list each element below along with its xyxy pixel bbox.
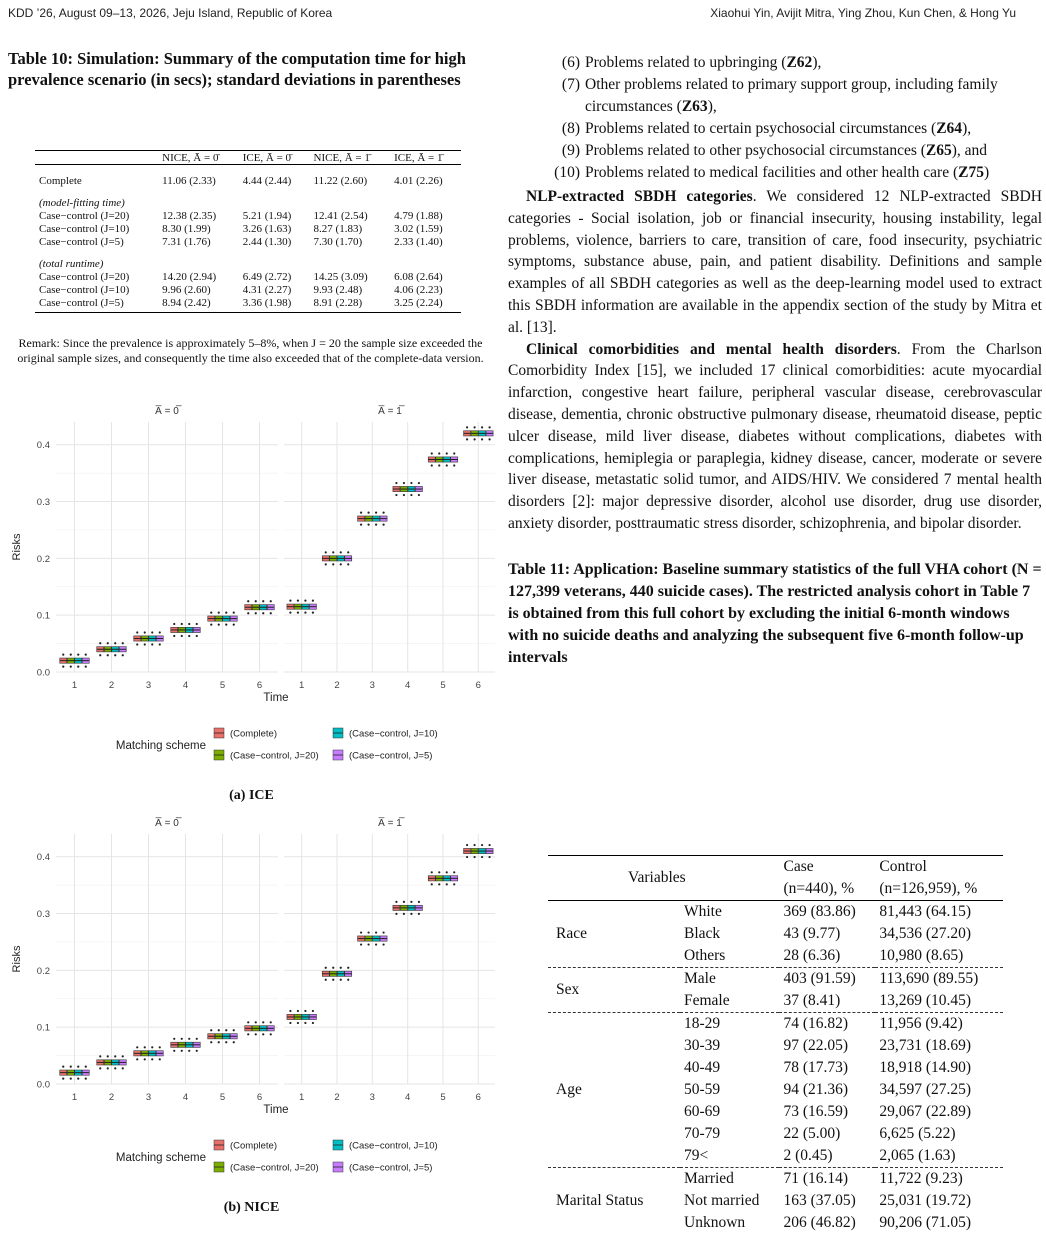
table-row: Marital Status Married 71 (16.14) 11,722 (9.23) [548, 1168, 1003, 1191]
outlier-point [114, 1055, 116, 1057]
outlier-point [347, 563, 349, 565]
outlier-point [360, 523, 362, 525]
outlier-point [446, 871, 448, 873]
outlier-point [304, 612, 306, 614]
outlier-point [99, 1055, 101, 1057]
outlier-point [481, 844, 483, 846]
outlier-point [382, 523, 384, 525]
x-tick-label: 2 [334, 1092, 340, 1103]
outlier-point [77, 666, 79, 668]
y-tick-label: 0.1 [36, 610, 50, 622]
outlier-point [332, 563, 334, 565]
outlier-point [99, 654, 101, 656]
outlier-point [210, 1029, 212, 1031]
outlier-point [410, 901, 412, 903]
outlier-point [473, 844, 475, 846]
outlier-point [473, 856, 475, 858]
outlier-point [77, 1066, 79, 1068]
outlier-point [62, 666, 64, 668]
outlier-point [107, 1067, 109, 1069]
figure-caption-nice: (b) NICE [223, 1200, 280, 1215]
outlier-point [99, 1067, 101, 1069]
outlier-point [481, 856, 483, 858]
outlier-point [225, 611, 227, 613]
outlier-point [233, 1029, 235, 1031]
outlier-point [255, 600, 257, 602]
outlier-point [360, 511, 362, 513]
outlier-point [375, 523, 377, 525]
table-row: Case−control (J=5) 8.94 (2.42) 3.36 (1.98) 8.91 (2.28) 3.25 (2.24) [39, 296, 443, 309]
outlier-point [188, 635, 190, 637]
outlier-point [159, 643, 161, 645]
outlier-point [395, 913, 397, 915]
outlier-point [289, 1010, 291, 1012]
outlier-point [107, 654, 109, 656]
outlier-point [225, 623, 227, 625]
outlier-point [473, 438, 475, 440]
outlier-point [181, 635, 183, 637]
outlier-point [332, 979, 334, 981]
panel-background [56, 834, 278, 1084]
x-axis-label: Time [263, 1104, 289, 1116]
outlier-point [70, 1078, 72, 1080]
y-axis-label: Risks [11, 533, 23, 561]
outlier-point [114, 654, 116, 656]
outlier-point [196, 623, 198, 625]
outlier-point [159, 1046, 161, 1048]
outlier-point [233, 1041, 235, 1043]
x-tick-label: 6 [256, 680, 263, 691]
outlier-point [151, 631, 153, 633]
outlier-point [196, 1038, 198, 1040]
table-row: 30-39 97 (22.05) 23,731 (18.69) [684, 1037, 972, 1054]
outlier-point [382, 943, 384, 945]
outlier-point [446, 452, 448, 454]
outlier-point [107, 642, 109, 644]
y-tick-label: 0.0 [36, 1079, 50, 1091]
panel-title: A̅ = 1̅ [378, 406, 402, 417]
outlier-point [312, 600, 314, 602]
table-row: (n=440), % (n=126,959), % [548, 878, 1003, 901]
table-row: Case−control (J=5) 7.31 (1.76) 2.44 (1.30) 7.30 (1.70) 2.33 (1.40) [39, 235, 443, 248]
outlier-point [297, 1010, 299, 1012]
outlier-point [136, 631, 138, 633]
outlier-point [375, 931, 377, 933]
table-row: 50-59 94 (21.36) 34,597 (27.25) [684, 1081, 972, 1098]
outlier-point [62, 1078, 64, 1080]
panel-background [56, 422, 278, 672]
x-tick-label: 2 [108, 680, 115, 691]
outlier-point [304, 1010, 306, 1012]
x-tick-label: 1 [299, 1092, 305, 1103]
y-tick-label: 0.4 [36, 852, 50, 864]
outlier-point [347, 979, 349, 981]
outlier-point [403, 901, 405, 903]
outlier-point [218, 1041, 220, 1043]
y-tick-label: 0.2 [36, 553, 50, 565]
outlier-point [247, 1033, 249, 1035]
list-item: (8) Problems related to certain psychosocial circumstances (Z64), [561, 120, 972, 137]
legend-title: Matching scheme [115, 1152, 206, 1164]
outlier-point [188, 1050, 190, 1052]
outlier-point [262, 1021, 264, 1023]
outlier-point [122, 654, 124, 656]
outlier-point [367, 943, 369, 945]
outlier-point [262, 612, 264, 614]
legend-title: Matching scheme [115, 740, 206, 752]
outlier-point [181, 623, 183, 625]
legend-label: (Case−control, J=10) [349, 728, 438, 740]
figure-caption-ice: (a) ICE [229, 788, 274, 803]
outlier-point [325, 967, 327, 969]
x-tick-label: 1 [71, 1092, 78, 1103]
outlier-point [340, 551, 342, 553]
y-tick-label: 0.0 [36, 667, 50, 679]
outlier-point [431, 464, 433, 466]
outlier-point [488, 844, 490, 846]
panel-background [284, 422, 495, 672]
table-row: 79< 2 (0.45) 2,065 (1.63) [684, 1147, 956, 1164]
outlier-point [122, 1055, 124, 1057]
y-tick-label: 0.1 [36, 1022, 50, 1034]
x-tick-label: 6 [475, 1092, 481, 1103]
outlier-point [332, 551, 334, 553]
outlier-point [114, 1067, 116, 1069]
outlier-point [438, 871, 440, 873]
table-row: Age 18-29 74 (16.82) 11,956 (9.42) [548, 1013, 1003, 1036]
outlier-point [188, 623, 190, 625]
outlier-point [466, 438, 468, 440]
x-tick-label: 4 [405, 680, 411, 691]
legend-label: (Complete) [230, 728, 277, 740]
outlier-point [488, 426, 490, 428]
panel-background [284, 834, 495, 1084]
outlier-point [151, 643, 153, 645]
outlier-point [403, 482, 405, 484]
y-tick-label: 0.3 [36, 497, 50, 509]
table-row: Case−control (J=20) 12.38 (2.35) 5.21 (1.94) 12.41 (2.54) 4.79 (1.88) [39, 209, 443, 222]
outlier-point [196, 1050, 198, 1052]
outlier-point [210, 623, 212, 625]
outlier-point [270, 1021, 272, 1023]
table10-remark: Remark: Since the prevalence is approximately 5–8%, when J = 20 the sample size exceeded the original sample sizes, and consequently the time also exceeded that of the complete-data version. [17, 336, 484, 365]
outlier-point [233, 623, 235, 625]
outlier-point [173, 1050, 175, 1052]
outlier-point [297, 600, 299, 602]
outlier-point [312, 1010, 314, 1012]
table-row: 70-79 22 (5.00) 6,625 (5.22) [684, 1125, 956, 1142]
outlier-point [218, 611, 220, 613]
outlier-point [85, 1066, 87, 1068]
outlier-point [173, 1038, 175, 1040]
outlier-point [466, 844, 468, 846]
outlier-point [77, 654, 79, 656]
x-tick-label: 4 [182, 1092, 189, 1103]
table-row: Case−control (J=10) 8.30 (1.99) 3.26 (1.63) 8.27 (1.83) 3.02 (1.59) [39, 222, 443, 235]
outlier-point [270, 600, 272, 602]
figure-ice [8, 402, 495, 780]
outlier-point [297, 1022, 299, 1024]
outlier-point [181, 1050, 183, 1052]
outlier-point [173, 623, 175, 625]
table-row: Female 37 (8.41) 13,269 (10.45) [684, 992, 972, 1009]
outlier-point [144, 631, 146, 633]
sbdh-icd-list [508, 52, 1042, 184]
outlier-point [340, 967, 342, 969]
x-tick-label: 4 [405, 1092, 411, 1103]
x-tick-label: 3 [145, 680, 152, 691]
outlier-point [418, 494, 420, 496]
outlier-point [403, 913, 405, 915]
outlier-point [218, 1029, 220, 1031]
outlier-point [247, 1021, 249, 1023]
outlier-point [289, 600, 291, 602]
outlier-point [225, 1029, 227, 1031]
x-tick-label: 4 [182, 680, 189, 691]
outlier-point [325, 563, 327, 565]
outlier-point [488, 438, 490, 440]
outlier-point [255, 612, 257, 614]
table-row: Variables Case Control [548, 856, 1003, 879]
outlier-point [289, 612, 291, 614]
x-tick-label: 1 [71, 680, 78, 691]
outlier-point [255, 1021, 257, 1023]
outlier-point [99, 642, 101, 644]
paragraph-comorbidities: Clinical comorbidities and mental health disorders. From the Charlson Comorbidity Index [15], we included 17 clinical comorbidities: acute myocardial infarction, congestive heart failure, peripheral vascular disease, cerebrovascular disease, dementia, chronic obstructive pulmonary disease, rheumatoid disease, peptic ulcer disease, mild liver disease, diabetes without complications, diabetes with complications, hemiplegia or paraplegia, kidney disease, cancer, moderate or severe liver disease, metastatic solid tumor, and AIDS/HIV. We considered 7 mental health disorders [2]: major depressive disorder, alcohol use disorder, drug use disorder, anxiety disorder, posttraumatic stress disorder, schizophrenia, and bipolar disorder. [508, 340, 1042, 532]
x-tick-label: 5 [440, 1092, 446, 1103]
outlier-point [481, 438, 483, 440]
x-tick-label: 5 [219, 680, 226, 691]
outlier-point [107, 1055, 109, 1057]
outlier-point [233, 611, 235, 613]
outlier-point [438, 883, 440, 885]
outlier-point [453, 452, 455, 454]
outlier-point [114, 642, 116, 644]
table-row: 60-69 73 (16.59) 29,067 (22.89) [684, 1103, 972, 1120]
table-row: 40-49 78 (17.73) 18,918 (14.90) [684, 1059, 972, 1076]
outlier-point [151, 1058, 153, 1060]
running-header-left: KDD ’26, August 09–13, 2026, Jeju Island, Republic of Korea [8, 6, 333, 20]
table-row: Race White 369 (83.86) 81,443 (64.15) [556, 903, 972, 942]
outlier-point [488, 856, 490, 858]
outlier-point [262, 600, 264, 602]
legend-label: (Case−control, J=5) [349, 1162, 433, 1174]
outlier-point [395, 901, 397, 903]
y-axis-label: Risks [11, 945, 23, 973]
list-item: (6) Problems related to upbringing (Z62), [561, 54, 822, 71]
right-column [508, 52, 1042, 669]
outlier-point [453, 883, 455, 885]
outlier-point [70, 1066, 72, 1068]
running-header-right: Xiaohui Yin, Avijit Mitra, Ying Zhou, Kun Chen, & Hong Yu [710, 6, 1016, 20]
x-tick-label: 5 [440, 680, 446, 691]
outlier-point [70, 654, 72, 656]
panel-title: A̅ = 1̅ [378, 818, 402, 829]
outlier-point [438, 464, 440, 466]
outlier-point [410, 494, 412, 496]
outlier-point [297, 612, 299, 614]
outlier-point [446, 464, 448, 466]
outlier-point [453, 871, 455, 873]
outlier-point [85, 666, 87, 668]
outlier-point [62, 654, 64, 656]
legend-label: (Case−control, J=5) [349, 750, 433, 762]
table-row: (total runtime) [39, 257, 104, 270]
outlier-point [375, 943, 377, 945]
outlier-point [325, 979, 327, 981]
panel-title: A̅ = 0̅ [155, 818, 179, 829]
outlier-point [418, 482, 420, 484]
x-tick-label: 5 [219, 1092, 226, 1103]
table-row: Case−control (J=20) 14.20 (2.94) 6.49 (2.72) 14.25 (3.09) 6.08 (2.64) [39, 270, 443, 283]
legend-label: (Case−control, J=20) [230, 1162, 319, 1174]
outlier-point [340, 563, 342, 565]
table10-caption-block [8, 48, 493, 90]
x-tick-label: 6 [256, 1092, 263, 1103]
outlier-point [375, 511, 377, 513]
outlier-point [438, 452, 440, 454]
x-tick-label: 2 [334, 680, 340, 691]
outlier-point [304, 1022, 306, 1024]
x-tick-label: 3 [145, 1092, 152, 1103]
outlier-point [410, 913, 412, 915]
legend-label: (Case−control, J=20) [230, 750, 319, 762]
outlier-point [403, 494, 405, 496]
outlier-point [332, 967, 334, 969]
outlier-point [382, 511, 384, 513]
outlier-point [312, 1022, 314, 1024]
y-tick-label: 0.2 [36, 965, 50, 977]
outlier-point [395, 482, 397, 484]
table10-caption: Table 10: Simulation: Summary of the computation time for high prevalence scenario (in secs); standard deviations in parentheses [8, 49, 466, 89]
outlier-point [136, 1058, 138, 1060]
outlier-point [360, 943, 362, 945]
x-tick-label: 2 [108, 1092, 115, 1103]
outlier-point [151, 1046, 153, 1048]
outlier-point [367, 511, 369, 513]
outlier-point [325, 551, 327, 553]
outlier-point [85, 1078, 87, 1080]
outlier-point [255, 1033, 257, 1035]
outlier-point [473, 426, 475, 428]
outlier-point [431, 883, 433, 885]
outlier-point [247, 600, 249, 602]
table-row: Sex Male 403 (91.59) 113,690 (89.55) [548, 968, 1003, 991]
x-tick-label: 6 [475, 680, 481, 691]
y-tick-label: 0.3 [36, 909, 50, 921]
outlier-point [70, 666, 72, 668]
outlier-point [144, 1046, 146, 1048]
y-tick-label: 0.4 [36, 440, 50, 452]
outlier-point [159, 1058, 161, 1060]
outlier-point [188, 1038, 190, 1040]
outlier-point [289, 1022, 291, 1024]
table-row: NICE, Ā = 0̄ ICE, Ā = 0̄ NICE, Ā = 1̄ ICE, Ā = 1̄ [35, 151, 461, 165]
legend-label: (Case−control, J=10) [349, 1140, 438, 1152]
outlier-point [382, 931, 384, 933]
table-row: Complete 11.06 (2.33) 4.44 (2.44) 11.22 (2.60) 4.01 (2.26) [39, 174, 443, 187]
panel-title: A̅ = 0̅ [155, 406, 179, 417]
outlier-point [446, 883, 448, 885]
outlier-point [418, 901, 420, 903]
outlier-point [122, 1067, 124, 1069]
list-item: (10) Problems related to medical facilities and other health care (Z75) [554, 164, 990, 181]
legend-label: (Complete) [230, 1140, 277, 1152]
x-tick-label: 1 [299, 680, 305, 691]
outlier-point [210, 611, 212, 613]
table-row: Unknown 206 (46.82) 90,206 (71.05) [684, 1214, 972, 1231]
outlier-point [62, 1066, 64, 1068]
outlier-point [431, 871, 433, 873]
outlier-point [453, 464, 455, 466]
x-tick-label: 3 [369, 1092, 375, 1103]
table-row: Not married 163 (37.05) 25,031 (19.72) [684, 1192, 972, 1209]
outlier-point [159, 631, 161, 633]
outlier-point [481, 426, 483, 428]
list-item: (9) Problems related to other psychosocial circumstances (Z65), and [561, 142, 988, 159]
outlier-point [395, 494, 397, 496]
paragraph-nlp-sbdh: NLP-extracted SBDH categories. We considered 12 NLP-extracted SBDH categories - Social isolation, job or financial insecurity, housing instability, legal problems, violence, barriers to care, transition of care, food insecurity, psychiatric symptoms, substance abuse, pain, and patient disability. Definitions and sample examples of all SBDH categories as well as the deep-learning model used to extract this SBDH information are available in the appendix section of the study by Mitra et al. [13]. [508, 188, 1042, 336]
figure-nice [8, 814, 495, 1192]
table11-caption: Table 11: Application: Baseline summary statistics of the full VHA cohort (N = 127,399 veterans, 440 suicide cases). The restricted analysis cohort in Table 7 is obtained from this full cohort by excluding the initial 6-month windows with no suicide deaths and analyzing the subsequent five 6-month follow-up intervals [508, 560, 1042, 666]
table-row: Case−control (J=10) 9.96 (2.60) 4.31 (2.27) 9.93 (2.48) 4.06 (2.23) [39, 283, 443, 296]
outlier-point [270, 1033, 272, 1035]
outlier-point [340, 979, 342, 981]
outlier-point [418, 913, 420, 915]
outlier-point [122, 642, 124, 644]
outlier-point [136, 1046, 138, 1048]
table11 [548, 855, 1003, 1234]
outlier-point [347, 967, 349, 969]
outlier-point [431, 452, 433, 454]
outlier-point [247, 612, 249, 614]
x-tick-label: 3 [369, 680, 375, 691]
outlier-point [360, 931, 362, 933]
outlier-point [225, 1041, 227, 1043]
outlier-point [367, 931, 369, 933]
outlier-point [173, 635, 175, 637]
outlier-point [136, 643, 138, 645]
outlier-point [77, 1078, 79, 1080]
outlier-point [304, 600, 306, 602]
table-row: Others 28 (6.36) 10,980 (8.65) [684, 947, 964, 964]
list-item: (7) Other problems related to primary support group, including family circumstances (Z63), [561, 76, 998, 115]
outlier-point [196, 635, 198, 637]
x-axis-label: Time [263, 692, 289, 704]
outlier-point [144, 643, 146, 645]
outlier-point [312, 612, 314, 614]
table-row: Black 43 (9.77) 34,536 (27.20) [684, 925, 972, 942]
outlier-point [270, 612, 272, 614]
outlier-point [410, 482, 412, 484]
outlier-point [218, 623, 220, 625]
outlier-point [144, 1058, 146, 1060]
table10 [35, 150, 461, 313]
outlier-point [181, 1038, 183, 1040]
outlier-point [210, 1041, 212, 1043]
outlier-point [85, 654, 87, 656]
outlier-point [262, 1033, 264, 1035]
outlier-point [347, 551, 349, 553]
outlier-point [466, 426, 468, 428]
table-row: (model-fitting time) [39, 196, 125, 209]
outlier-point [367, 523, 369, 525]
outlier-point [466, 856, 468, 858]
